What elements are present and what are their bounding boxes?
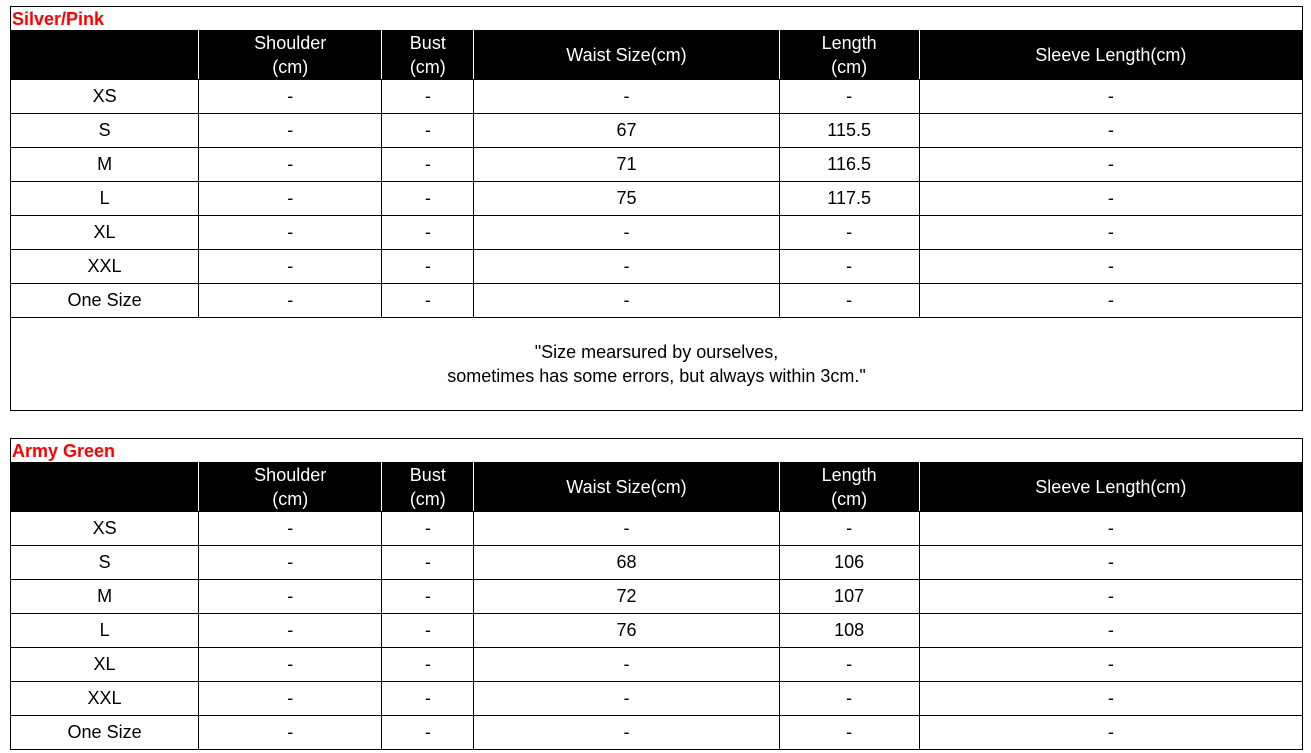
table-row	[11, 648, 1303, 682]
cell-shoulder: -	[199, 716, 382, 750]
cell-length: -	[779, 284, 919, 318]
cell-shoulder: -	[199, 284, 382, 318]
cell-size: XL	[11, 648, 199, 682]
cell-sleeve: -	[919, 716, 1302, 750]
cell-waist: 71	[474, 148, 779, 182]
cell-sleeve: -	[919, 614, 1302, 648]
cell-shoulder: -	[199, 580, 382, 614]
cell-sleeve: -	[919, 512, 1302, 546]
note-line1: "Size mearsured by ourselves,	[534, 342, 779, 362]
header-waist: Waist Size(cm)	[474, 463, 779, 512]
cell-length: -	[779, 716, 919, 750]
table-row	[11, 546, 1303, 580]
header-length	[779, 31, 919, 80]
cell-sleeve: -	[919, 80, 1302, 114]
cell-length: -	[779, 512, 919, 546]
cell-length: -	[779, 250, 919, 284]
header-bust-line2: (cm)	[409, 57, 446, 77]
cell-sleeve: -	[919, 216, 1302, 250]
header-shoulder-line1: Shoulder	[254, 465, 327, 485]
cell-length: -	[779, 682, 919, 716]
header-length-line1: Length	[821, 465, 877, 485]
cell-size: S	[11, 114, 199, 148]
header-bust	[382, 463, 474, 512]
cell-shoulder: -	[199, 80, 382, 114]
cell-sleeve: -	[919, 580, 1302, 614]
cell-shoulder: -	[199, 148, 382, 182]
size-table	[10, 30, 1303, 411]
cell-shoulder: -	[199, 114, 382, 148]
cell-size: One Size	[11, 284, 199, 318]
cell-waist: -	[474, 216, 779, 250]
size-chart-army-green	[10, 438, 1303, 750]
table-row	[11, 512, 1303, 546]
table-row	[11, 250, 1303, 284]
cell-bust: -	[382, 546, 474, 580]
table-header-row	[11, 31, 1303, 80]
cell-bust: -	[382, 580, 474, 614]
cell-waist: -	[474, 512, 779, 546]
cell-size: L	[11, 614, 199, 648]
header-sleeve: Sleeve Length(cm)	[919, 31, 1302, 80]
header-shoulder	[199, 463, 382, 512]
table-row	[11, 682, 1303, 716]
table-row	[11, 148, 1303, 182]
header-size	[11, 31, 199, 80]
cell-size: L	[11, 182, 199, 216]
cell-bust: -	[382, 80, 474, 114]
table-row	[11, 580, 1303, 614]
cell-length: -	[779, 80, 919, 114]
cell-length: 115.5	[779, 114, 919, 148]
header-bust-line1: Bust	[409, 33, 446, 53]
cell-waist: 76	[474, 614, 779, 648]
cell-size: M	[11, 580, 199, 614]
cell-sleeve: -	[919, 284, 1302, 318]
cell-size: XXL	[11, 682, 199, 716]
size-chart-silver-pink	[10, 6, 1303, 411]
header-waist: Waist Size(cm)	[474, 31, 779, 80]
cell-waist: 75	[474, 182, 779, 216]
cell-sleeve: -	[919, 182, 1302, 216]
cell-shoulder: -	[199, 512, 382, 546]
cell-bust: -	[382, 114, 474, 148]
header-bust	[382, 31, 474, 80]
header-length-line2: (cm)	[831, 489, 868, 509]
table-header-row	[11, 463, 1303, 512]
header-size	[11, 463, 199, 512]
table-row	[11, 614, 1303, 648]
size-table	[10, 462, 1303, 750]
header-bust-line2: (cm)	[409, 489, 446, 509]
table-row	[11, 216, 1303, 250]
cell-sleeve: -	[919, 648, 1302, 682]
cell-sleeve: -	[919, 682, 1302, 716]
cell-sleeve: -	[919, 546, 1302, 580]
cell-length: 107	[779, 580, 919, 614]
cell-bust: -	[382, 512, 474, 546]
table-row	[11, 114, 1303, 148]
table-body	[11, 512, 1303, 750]
cell-waist: 67	[474, 114, 779, 148]
size-note	[11, 318, 1303, 411]
cell-bust: -	[382, 682, 474, 716]
header-length-line1: Length	[821, 33, 877, 53]
cell-waist: -	[474, 682, 779, 716]
header-bust-line1: Bust	[409, 465, 446, 485]
cell-waist: -	[474, 80, 779, 114]
cell-bust: -	[382, 716, 474, 750]
cell-shoulder: -	[199, 250, 382, 284]
header-shoulder	[199, 31, 382, 80]
cell-size: M	[11, 148, 199, 182]
note-row	[11, 318, 1303, 411]
table-row	[11, 80, 1303, 114]
cell-bust: -	[382, 614, 474, 648]
cell-waist: -	[474, 648, 779, 682]
table-row	[11, 284, 1303, 318]
header-shoulder-line2: (cm)	[272, 57, 309, 77]
cell-shoulder: -	[199, 614, 382, 648]
cell-waist: 72	[474, 580, 779, 614]
cell-bust: -	[382, 148, 474, 182]
header-sleeve: Sleeve Length(cm)	[919, 463, 1302, 512]
cell-size: S	[11, 546, 199, 580]
cell-length: 116.5	[779, 148, 919, 182]
cell-bust: -	[382, 250, 474, 284]
cell-length: 106	[779, 546, 919, 580]
cell-size: One Size	[11, 716, 199, 750]
cell-waist: -	[474, 250, 779, 284]
cell-size: XS	[11, 512, 199, 546]
cell-size: XS	[11, 80, 199, 114]
cell-sleeve: -	[919, 250, 1302, 284]
cell-size: XXL	[11, 250, 199, 284]
cell-sleeve: -	[919, 114, 1302, 148]
cell-shoulder: -	[199, 648, 382, 682]
header-length-line2: (cm)	[831, 57, 868, 77]
header-shoulder-line2: (cm)	[272, 489, 309, 509]
table-row	[11, 716, 1303, 750]
table-row	[11, 182, 1303, 216]
note-line2: sometimes has some errors, but always within 3cm."	[447, 366, 866, 386]
cell-waist: -	[474, 716, 779, 750]
cell-length: 108	[779, 614, 919, 648]
cell-waist: -	[474, 284, 779, 318]
header-length	[779, 463, 919, 512]
cell-sleeve: -	[919, 148, 1302, 182]
cell-shoulder: -	[199, 682, 382, 716]
cell-bust: -	[382, 648, 474, 682]
cell-length: -	[779, 216, 919, 250]
cell-bust: -	[382, 284, 474, 318]
header-shoulder-line1: Shoulder	[254, 33, 327, 53]
cell-length: 117.5	[779, 182, 919, 216]
section-title: Silver/Pink	[10, 6, 1303, 30]
cell-bust: -	[382, 182, 474, 216]
cell-size: XL	[11, 216, 199, 250]
cell-shoulder: -	[199, 216, 382, 250]
cell-bust: -	[382, 216, 474, 250]
table-body	[11, 80, 1303, 318]
cell-shoulder: -	[199, 546, 382, 580]
cell-shoulder: -	[199, 182, 382, 216]
cell-waist: 68	[474, 546, 779, 580]
section-title: Army Green	[10, 438, 1303, 462]
cell-length: -	[779, 648, 919, 682]
